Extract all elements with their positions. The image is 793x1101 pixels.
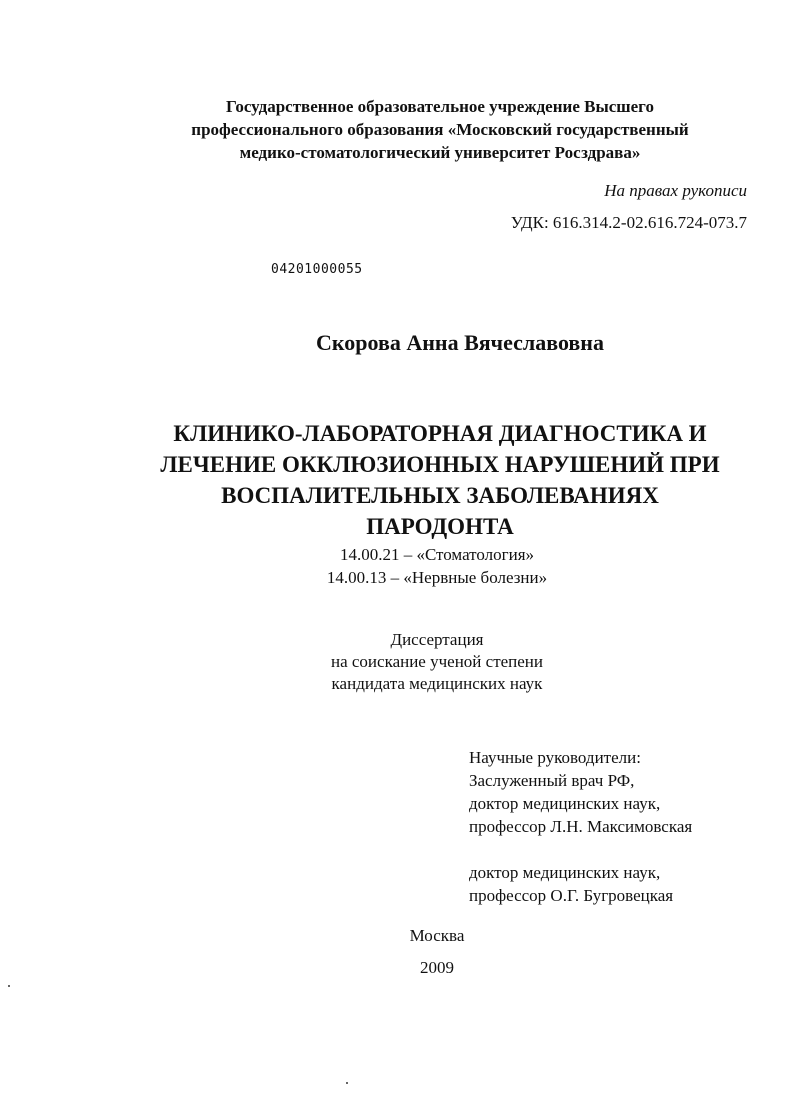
scan-speck bbox=[8, 985, 10, 987]
title-line: КЛИНИКО-ЛАБОРАТОРНАЯ ДИАГНОСТИКА И bbox=[173, 421, 707, 446]
archive-code: 04201000055 bbox=[271, 262, 363, 277]
supervisor-line: доктор медицинских наук, bbox=[469, 863, 661, 882]
title-line: ЛЕЧЕНИЕ ОККЛЮЗИОННЫХ НАРУШЕНИЙ ПРИ bbox=[160, 452, 720, 477]
supervisor-line: доктор медицинских наук, bbox=[469, 794, 661, 813]
supervisors-heading: Научные руководители: bbox=[469, 748, 641, 767]
degree-statement bbox=[0, 629, 793, 695]
spacer bbox=[469, 838, 692, 861]
institution-line: профессионального образования «Московский государственный bbox=[191, 120, 689, 139]
title-line: ПАРОДОНТА bbox=[366, 514, 514, 539]
specialty-line: 14.00.21 – «Стоматология» bbox=[339, 545, 535, 564]
supervisor-line: Заслуженный врач РФ, bbox=[469, 771, 635, 790]
scan-speck bbox=[346, 1082, 348, 1084]
title-line: ВОСПАЛИТЕЛЬНЫХ ЗАБОЛЕВАНИЯХ bbox=[221, 483, 659, 508]
institution-line: Государственное образовательное учреждение Высшего bbox=[226, 97, 654, 116]
specialty-codes bbox=[0, 543, 793, 589]
institution-line: медико-стоматологический университет Росздрава» bbox=[239, 143, 641, 162]
udk-code: УДК: 616.314.2-02.616.724-073.7 bbox=[510, 213, 747, 232]
rights-note: На правах рукописи bbox=[604, 181, 747, 200]
specialty-line: 14.00.13 – «Нервные болезни» bbox=[326, 568, 548, 587]
supervisors-block bbox=[469, 746, 692, 907]
degree-line: Диссертация bbox=[390, 630, 484, 649]
supervisor-line: профессор Л.Н. Максимовская bbox=[469, 817, 693, 836]
supervisor-line: профессор О.Г. Бугровецкая bbox=[469, 886, 674, 905]
city: Москва bbox=[409, 926, 465, 945]
author-name: Скорова Анна Вячеславовна bbox=[316, 330, 604, 355]
institution-name bbox=[0, 95, 793, 164]
degree-line: на соискание ученой степени bbox=[330, 652, 544, 671]
year: 2009 bbox=[420, 958, 454, 977]
degree-line: кандидата медицинских наук bbox=[331, 674, 543, 693]
dissertation-title bbox=[0, 418, 793, 542]
